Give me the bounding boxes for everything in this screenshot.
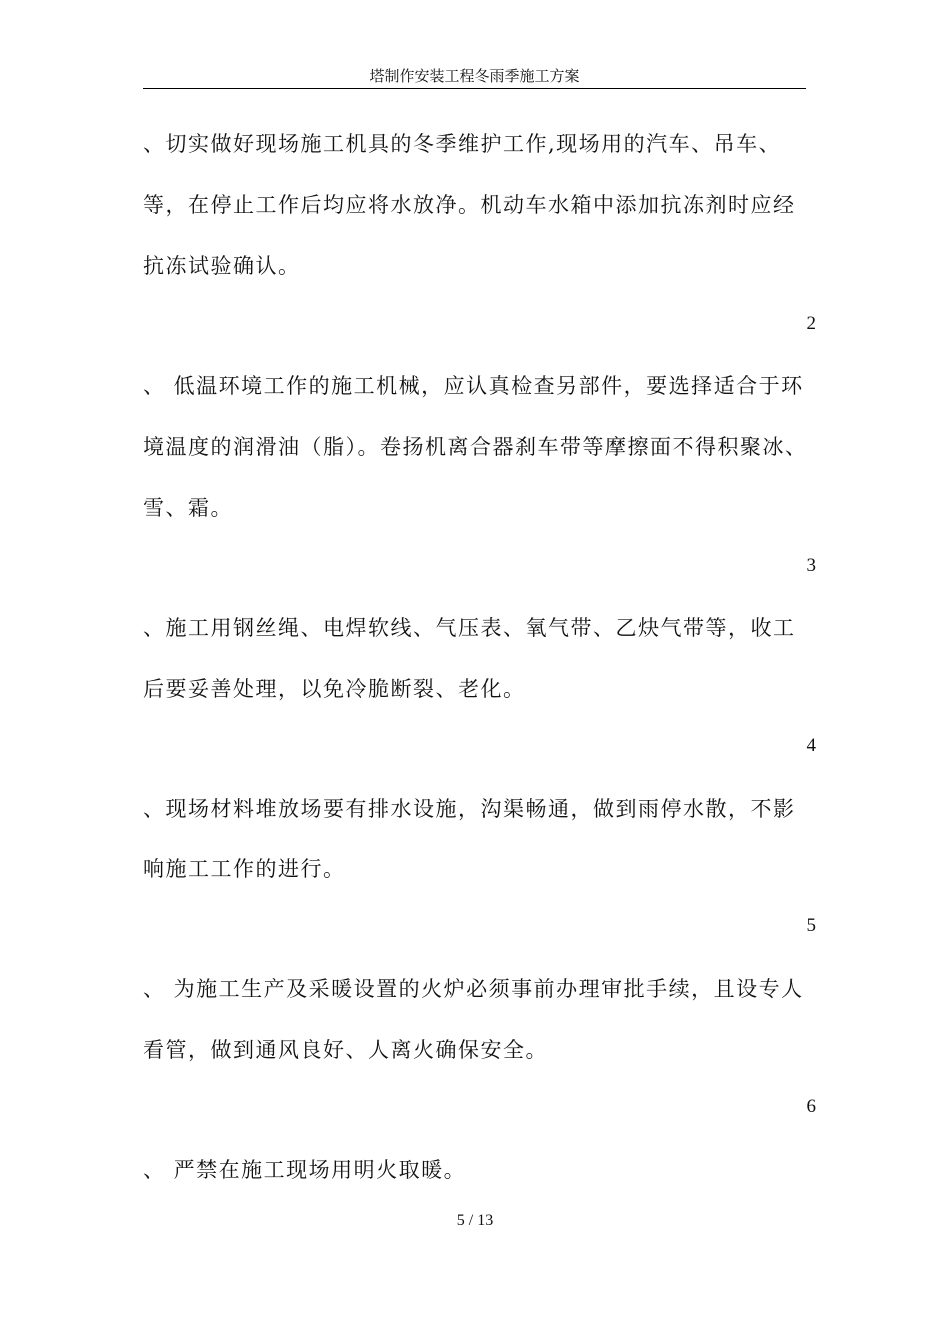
- text-line: 响施工工作的进行。: [143, 857, 346, 881]
- text-line: 雪、霜。: [143, 496, 233, 520]
- item-number: 6: [806, 1096, 816, 1117]
- text-line: 看管，做到通风良好、人离火确保安全。: [143, 1038, 548, 1062]
- text-line: 、 严禁在施工现场用明火取暖。: [143, 1158, 467, 1182]
- text-line: 抗冻试验确认。: [143, 254, 301, 278]
- item-number: 2: [806, 313, 816, 334]
- item-number: 3: [806, 555, 816, 576]
- page-header: 塔制作安装工程冬雨季施工方案: [143, 66, 806, 89]
- page-number: 5 / 13: [456, 1212, 494, 1229]
- text-line: 、 低温环境工作的施工机械，应认真检查另部件，要选择适合于环: [143, 374, 804, 398]
- text-line: 后要妥善处理，以免冷脆断裂、老化。: [143, 677, 526, 701]
- text-line: 等，在停止工作后均应将水放净。机动车水箱中添加抗冻剂时应经: [143, 193, 796, 217]
- item-number: 4: [806, 735, 816, 756]
- item-number: 5: [806, 915, 816, 936]
- text-line: 、现场材料堆放场要有排水设施，沟渠畅通，做到雨停水散，不影: [143, 797, 796, 821]
- text-line: 、 为施工生产及采暖设置的火炉必须事前办理审批手续，且设专人: [143, 977, 804, 1001]
- text-line: 、施工用钢丝绳、电焊软线、气压表、氧气带、乙炔气带等，收工: [143, 616, 796, 640]
- text-line: 境温度的润滑油（脂）。卷扬机离合器刹车带等摩擦面不得积聚冰、: [143, 435, 808, 459]
- text-line: 、切实做好现场施工机具的冬季维护工作,现场用的汽车、吊车、: [143, 132, 782, 156]
